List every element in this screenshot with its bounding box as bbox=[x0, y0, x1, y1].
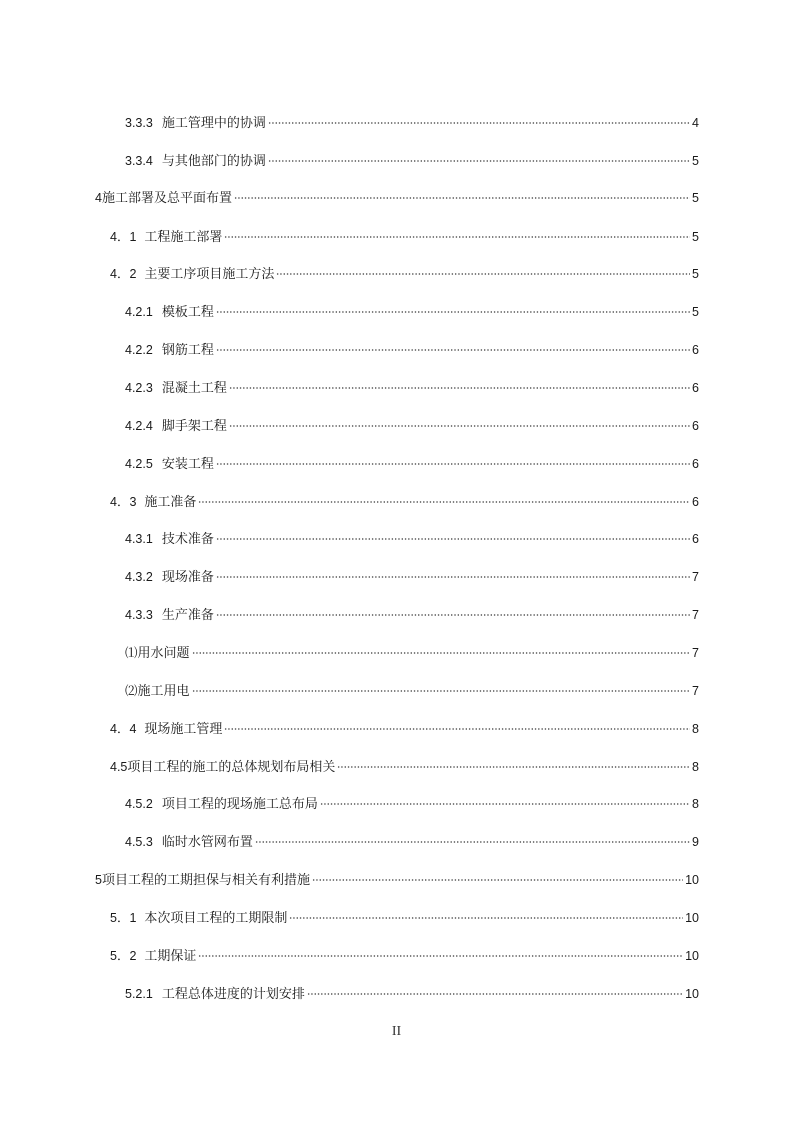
dot-leader bbox=[289, 917, 683, 919]
dot-leader bbox=[224, 236, 690, 238]
toc-entry-number: 4 bbox=[95, 191, 102, 205]
toc-entry-page: 5 bbox=[692, 230, 699, 244]
dot-leader bbox=[216, 311, 690, 313]
toc-entry[interactable] bbox=[110, 265, 699, 283]
dot-leader bbox=[268, 122, 690, 124]
toc-entry[interactable] bbox=[95, 189, 699, 207]
toc-entry[interactable] bbox=[110, 720, 699, 738]
dot-leader bbox=[192, 690, 691, 692]
dot-leader bbox=[268, 160, 690, 162]
dot-leader bbox=[198, 501, 690, 503]
toc-entry-number: 4.2.5 bbox=[125, 457, 153, 471]
toc-entry-title: 施工用电 bbox=[137, 684, 190, 699]
toc-entry-page: 7 bbox=[692, 684, 699, 698]
toc-entry-number: 4．1 bbox=[110, 230, 137, 244]
toc-entry-page: 10 bbox=[685, 949, 699, 963]
toc-entry-number: 4.3.2 bbox=[125, 570, 153, 584]
toc-entry-page: 10 bbox=[685, 873, 699, 887]
toc-entry[interactable] bbox=[125, 833, 699, 851]
toc-entry[interactable] bbox=[125, 682, 699, 700]
toc-entry-title: 施工准备 bbox=[144, 495, 197, 510]
toc-entry-page: 6 bbox=[692, 532, 699, 546]
toc-entry-page: 5 bbox=[692, 267, 699, 281]
toc-entry-number: 5．2 bbox=[110, 949, 137, 963]
toc-entry-title: 工程总体进度的计划安排 bbox=[161, 987, 305, 1002]
toc-entry-page: 8 bbox=[692, 760, 699, 774]
toc-entry-title: 主要工序项目施工方法 bbox=[144, 267, 275, 282]
dot-leader bbox=[307, 993, 683, 995]
toc-entry-title: 混凝土工程 bbox=[161, 381, 227, 396]
toc-entry[interactable] bbox=[125, 795, 699, 813]
toc-entry-page: 8 bbox=[692, 722, 699, 736]
toc-entry-number: 4．2 bbox=[110, 267, 137, 281]
toc-entry[interactable] bbox=[95, 871, 699, 889]
toc-entry-title: 模板工程 bbox=[161, 305, 214, 320]
toc-entry-page: 9 bbox=[692, 835, 699, 849]
toc-entry-number: 4.2.4 bbox=[125, 419, 153, 433]
toc-entry-page: 6 bbox=[692, 495, 699, 509]
toc-entry[interactable] bbox=[110, 758, 699, 776]
toc-entry-number: ⑵ bbox=[125, 684, 138, 698]
dot-leader bbox=[216, 576, 690, 578]
toc-entry[interactable] bbox=[125, 606, 699, 624]
toc-entry[interactable] bbox=[125, 379, 699, 397]
toc-entry-title: 本次项目工程的工期限制 bbox=[144, 911, 288, 926]
toc-entry-number: 4．3 bbox=[110, 495, 137, 509]
toc-entry-page: 4 bbox=[692, 116, 699, 130]
toc-entry-page: 10 bbox=[685, 987, 699, 1001]
toc-entry-title: 用水问题 bbox=[137, 646, 190, 661]
dot-leader bbox=[255, 841, 690, 843]
toc-entry-page: 5 bbox=[692, 305, 699, 319]
toc-entry-page: 6 bbox=[692, 381, 699, 395]
toc-entry[interactable] bbox=[125, 341, 699, 359]
dot-leader bbox=[192, 652, 691, 654]
dot-leader bbox=[216, 349, 690, 351]
toc-entry-number: 4.3.3 bbox=[125, 608, 153, 622]
toc-entry-number: 4.3.1 bbox=[125, 532, 153, 546]
toc-entry-title: 脚手架工程 bbox=[161, 419, 227, 434]
dot-leader bbox=[337, 766, 690, 768]
dot-leader bbox=[198, 955, 683, 957]
toc-entry-number: 4.5.2 bbox=[125, 797, 153, 811]
toc-entry[interactable] bbox=[125, 985, 699, 1003]
toc-entry-page: 6 bbox=[692, 343, 699, 357]
dot-leader bbox=[229, 425, 690, 427]
dot-leader bbox=[276, 273, 690, 275]
toc-entry-title: 技术准备 bbox=[161, 532, 214, 547]
toc-entry-title: 项目工程的工期担保与相关有利措施 bbox=[101, 873, 310, 888]
dot-leader bbox=[224, 728, 690, 730]
toc-entry-page: 7 bbox=[692, 570, 699, 584]
toc-entry[interactable] bbox=[125, 568, 699, 586]
dot-leader bbox=[312, 879, 683, 881]
toc-entry[interactable] bbox=[125, 530, 699, 548]
toc-entry-number: 4．4 bbox=[110, 722, 137, 736]
dot-leader bbox=[229, 387, 690, 389]
toc-entry-number: 5.2.1 bbox=[125, 987, 153, 1001]
toc-entry[interactable] bbox=[125, 152, 699, 170]
toc-entry-title: 项目工程的现场施工总布局 bbox=[161, 797, 318, 812]
toc-entry[interactable] bbox=[125, 303, 699, 321]
dot-leader bbox=[234, 197, 690, 199]
toc-entry-page: 5 bbox=[692, 154, 699, 168]
toc-entry-title: 项目工程的施工的总体规划布局相关 bbox=[127, 760, 336, 775]
toc-entry-title: 现场准备 bbox=[161, 570, 214, 585]
toc-entry-title: 钢筋工程 bbox=[161, 343, 214, 358]
toc-entry[interactable] bbox=[125, 644, 699, 662]
toc-entry-number: 3.3.4 bbox=[125, 154, 153, 168]
toc-entry-page: 10 bbox=[685, 911, 699, 925]
toc-entry[interactable] bbox=[110, 228, 699, 246]
toc-entry-title: 施工部署及总平面布置 bbox=[101, 191, 232, 206]
toc-entry-title: 现场施工管理 bbox=[144, 722, 223, 737]
toc-entry-number: 5 bbox=[95, 873, 102, 887]
toc-entry-number: 4.5 bbox=[110, 760, 128, 774]
toc-entry-number: 4.2.2 bbox=[125, 343, 153, 357]
toc-entry[interactable] bbox=[125, 455, 699, 473]
toc-entry[interactable] bbox=[110, 947, 699, 965]
toc-entry-title: 安装工程 bbox=[161, 457, 214, 472]
dot-leader bbox=[216, 614, 690, 616]
toc-entry-page: 7 bbox=[692, 608, 699, 622]
toc-entry-page: 5 bbox=[692, 191, 699, 205]
page-number-footer: II bbox=[391, 1024, 402, 1039]
toc-entry-title: 生产准备 bbox=[161, 608, 214, 623]
toc-entry[interactable] bbox=[110, 909, 699, 927]
toc-entry-number: 4.2.1 bbox=[125, 305, 153, 319]
toc-entry-number: 4.5.3 bbox=[125, 835, 153, 849]
toc-entry-page: 8 bbox=[692, 797, 699, 811]
toc-entry[interactable] bbox=[125, 417, 699, 435]
toc-entry[interactable] bbox=[125, 114, 699, 132]
toc-entry-number: 4.2.3 bbox=[125, 381, 153, 395]
dot-leader bbox=[320, 803, 690, 805]
toc-entry[interactable] bbox=[110, 493, 699, 511]
toc-entry-title: 与其他部门的协调 bbox=[161, 154, 266, 169]
toc-entry-page: 7 bbox=[692, 646, 699, 660]
dot-leader bbox=[216, 463, 690, 465]
dot-leader bbox=[216, 538, 690, 540]
toc-entry-title: 临时水管网布置 bbox=[161, 835, 253, 850]
toc-entry-number: 5．1 bbox=[110, 911, 137, 925]
toc-entry-number: 3.3.3 bbox=[125, 116, 153, 130]
toc-entry-title: 工期保证 bbox=[144, 949, 197, 964]
toc-entry-title: 施工管理中的协调 bbox=[161, 116, 266, 131]
toc-entry-title: 工程施工部署 bbox=[144, 230, 223, 245]
toc-entry-number: ⑴ bbox=[125, 646, 138, 660]
toc-entry-page: 6 bbox=[692, 419, 699, 433]
toc-entry-page: 6 bbox=[692, 457, 699, 471]
